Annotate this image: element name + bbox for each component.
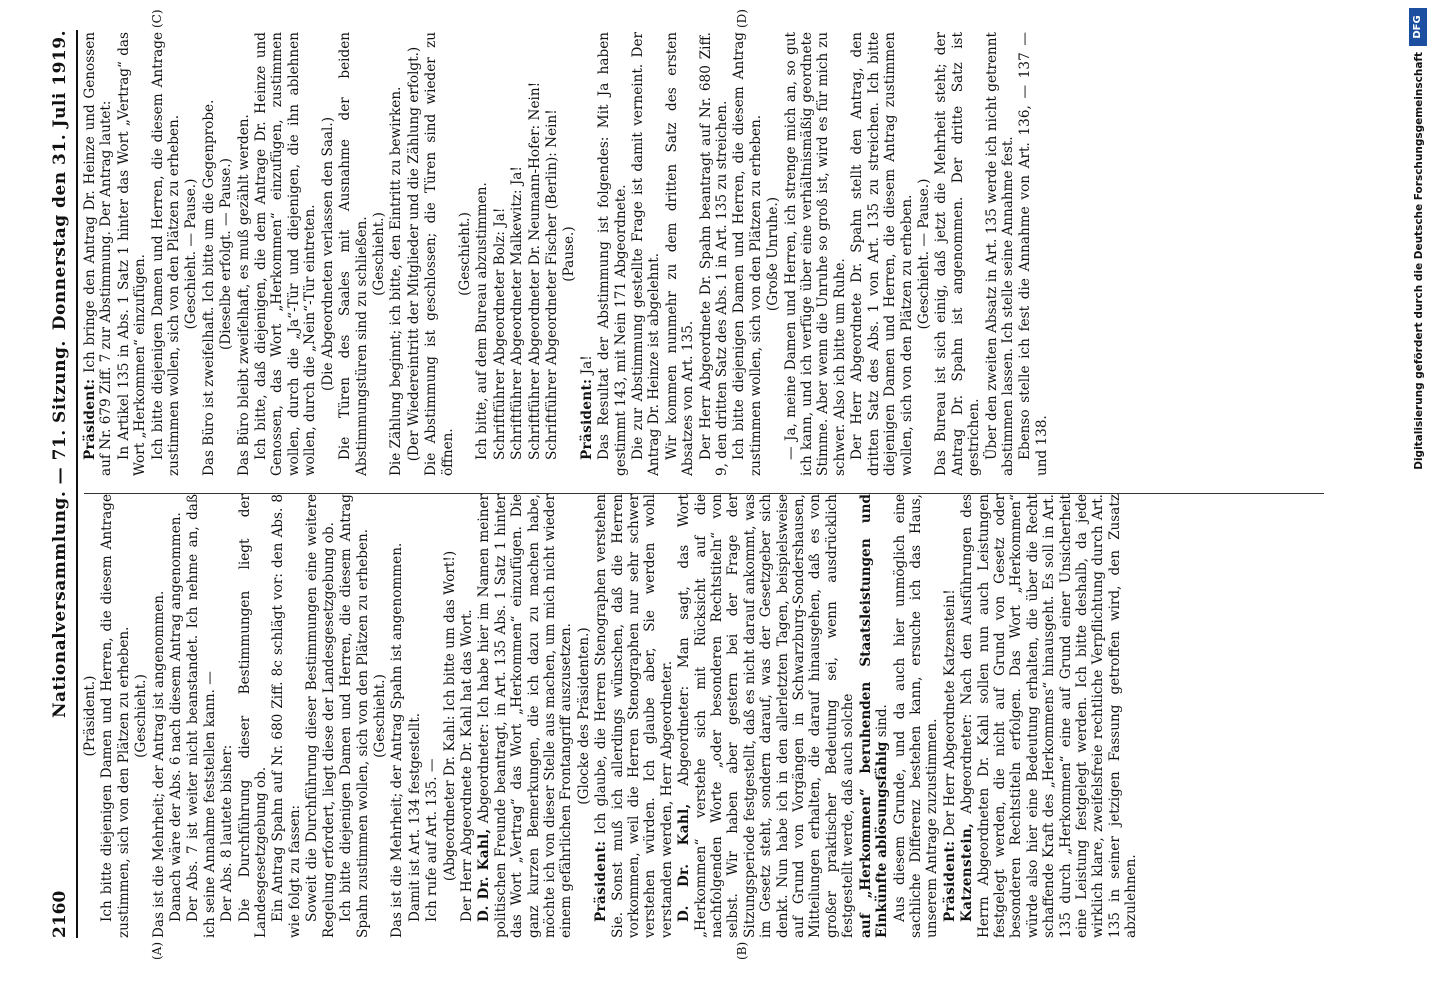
paragraph-text: Der Abs. 8 lautete bisher: [219, 744, 236, 922]
margin-mark-a: (A) [150, 941, 164, 960]
paragraph-text: In Artikel 135 in Abs. 1 Satz 1 hinter das Wort „Vertrag“ das Wort „Herkommen“ einzufügen. [115, 32, 149, 476]
paragraph-text: Ich bitte diejenigen Damen und Herren, die diesem Antrage zustimmen, sich von den Plätzen zu erheben. [99, 494, 132, 938]
paragraph [270, 494, 303, 938]
paragraph-text: (Geschieht. — Pause.) [183, 178, 200, 330]
paragraph [82, 494, 98, 938]
paragraph-text: Ja! [578, 355, 595, 379]
paragraph [942, 494, 958, 938]
paragraph [698, 32, 731, 476]
paragraph [304, 494, 337, 938]
paragraph-text: Der Herr Abgeordnete Dr. Spahn stellt den Antrag, den dritten Satz des Abs. 1 von Art. 135 zu streichen. Ich bitte diejenigen Damen und Herren, die diesem Antrag zustimmen wollen, sich von den Plätzen zu erheben. [849, 32, 915, 476]
paragraph [527, 32, 543, 476]
column-divider [84, 493, 1324, 494]
paragraph-text: Ich bringe den Antrag Dr. Heinze und Genossen auf Nr. 679 Ziff. 7 zur Abstimmung. Der Antrag lautet: [82, 32, 115, 476]
left-column [82, 494, 1332, 938]
paragraph [984, 32, 1017, 476]
right-column [82, 32, 1332, 476]
paragraph-text: (Geschieht.) [371, 674, 388, 758]
paragraph [579, 32, 595, 476]
speaker-name: Präsident: [578, 378, 595, 460]
page-header [48, 30, 74, 938]
paragraph-text: (Pause.) [561, 226, 578, 282]
paragraph [338, 494, 371, 938]
digitization-note: Digitalisierung gefördert durch die Deutsche Forschungsgemeinschaft [1413, 52, 1425, 470]
paragraph [183, 32, 199, 476]
paragraph-text: Das Büro bleibt zweifelhaft, es muß gezählt werden. [235, 114, 252, 476]
paragraph-text: Das Resultat der Abstimmung ist folgendes: Mit Ja haben gestimmt 143, mit Nein 171 Abgeordnete. [596, 32, 629, 476]
paragraph [133, 494, 149, 938]
paragraph [320, 32, 336, 476]
paragraph-text: Der Herr Abgeordnete Dr. Spahn beantragt auf Nr. 680 Ziff. 9, den dritten Satz des Abs. 1 in Art. 135 zu streichen. [697, 32, 731, 476]
paragraph [509, 32, 525, 476]
paragraph [849, 32, 915, 476]
session-date: Donnerstag den 31. Juli 1919. [50, 30, 70, 331]
margin-mark-b: (B) [735, 941, 749, 960]
paragraph [858, 494, 891, 938]
paragraph [151, 494, 167, 938]
paragraph [576, 494, 592, 938]
paragraph-text: Ich bitte, auf dem Bureau abzustimmen. [474, 182, 491, 460]
header-rule [76, 30, 78, 938]
paragraph [544, 32, 560, 476]
paragraph [371, 32, 387, 476]
speaker-name: Präsident: [593, 840, 610, 922]
paragraph-text: (Dieselbe erfolgt. — Pause.) [218, 158, 235, 350]
paragraph-text: Der Abs. 7 ist weiter nicht beanstandet. Ich nehme an, daß ich seine Annahme feststellen kann. — [185, 494, 218, 938]
speaker-name: D. Dr. Kahl, [476, 828, 493, 922]
paragraph [388, 32, 404, 476]
paragraph-text: Damit ist Art. 134 festgestellt. [406, 712, 423, 922]
paragraph-text: Die Abstimmung ist geschlossen; die Türen sind wieder zu öffnen. [423, 32, 456, 476]
paragraph-text: Ebenso stelle ich fest die Annahme von Art. 136, — 137 — und 138. [1017, 32, 1050, 476]
paragraph-text: (Geschieht.) [370, 212, 387, 296]
paragraph-text: Schriftführer Abgeordneter Malkewitz: Ja! [509, 166, 526, 460]
paragraph [783, 32, 849, 476]
paragraph-text: Ich glaube, die Herren Stenographen verstehen Sie. Sonst muß ich allerdings wünschen, daß die Herren vorkommen, weil die Herren Stenographen nur sehr schwer verstehen würden. Ich glaube aber, Sie werden wohl verstanden werden, Herr Abgeordneter. [593, 494, 675, 938]
paragraph-text: (Abgeordneter Dr. Kahl: Ich bitte um das Wort!) [441, 550, 458, 882]
paragraph [459, 494, 475, 938]
paragraph-text: Ein Antrag Spahn auf Nr. 680 Ziff. 8c schlägt vor: den Abs. 8 wie folgt zu fassen: [270, 494, 303, 938]
paragraph [116, 32, 149, 476]
paragraph-text: Das Büro ist zweifelhaft. Ich bitte um die Gegenprobe. [200, 99, 217, 476]
paragraph [676, 494, 856, 938]
paragraph-text: Die zur Abstimmung gestellte Frage ist damit verneint. Der Antrag Dr. Heinze ist abgelehnt. [630, 32, 663, 476]
paragraph [457, 32, 473, 476]
paragraph [185, 494, 218, 938]
paragraph-text: Schriftführer Abgeordneter Dr. Neumann-Hofer: Nein! [526, 81, 543, 460]
paragraph-text: Wir kommen nunmehr zu dem dritten Satz des ersten Absatzes von Art. 135. [663, 32, 697, 476]
paragraph-text: Ich bitte diejenigen Damen und Herren, die diesem Antrag Spahn zustimmen wollen, sich von den Plätzen zu erheben. [338, 494, 371, 938]
paragraph-text: (Geschieht.) [133, 674, 150, 758]
paragraph-text: Schriftführer Abgeordneter Bolz: Ja! [491, 207, 508, 460]
paragraph [1017, 32, 1050, 476]
paragraph [150, 32, 183, 476]
paragraph-text: Das ist die Mehrheit; der Antrag ist angenommen. [150, 590, 167, 938]
paragraph [236, 32, 252, 476]
paragraph [253, 32, 319, 476]
paragraph-text: Der Herr Abgeordnete Dr. Kahl hat das Wort. [458, 609, 475, 922]
paragraph-text: sind. [874, 704, 891, 742]
paragraph-text: Die Zählung beginnt; ich bitte, den Eintritt zu bewirken. [388, 86, 405, 476]
paragraph [959, 494, 1139, 938]
session-title: Nationalversammlung. — 71. Sitzung. [50, 340, 70, 718]
paragraph [424, 494, 440, 938]
paragraph [218, 32, 234, 476]
paragraph [474, 32, 490, 476]
dfg-logo: DFG [1409, 8, 1427, 46]
speaker-name: Präsident: [82, 378, 98, 460]
page-number: 2160 [50, 890, 70, 938]
paragraph [892, 494, 941, 938]
margin-mark-d: (D) [735, 9, 749, 28]
paragraph [407, 494, 423, 938]
paragraph [630, 32, 663, 476]
paragraph-text: Danach wäre der Abs. 6 nach diesem Antrag angenommen. [168, 512, 185, 922]
paragraph [237, 494, 270, 938]
paragraph-text: Die Türen des Saales mit Ausnahme der beiden Abstimmungstüren sind zu schließen. [337, 32, 370, 476]
paragraph-text: Abgeordneter: Ich habe hier im Namen meiner politischen Freunde beantragt, in Art. 135 Abs. 1 Satz 1 hinter das Wort „Vertrag“ das Wort „Herkommen“ einzufügen. Die ganz kurzen Bemerkungen, die ich dazu zu machen habe, möchte ich von dieser Stelle aus machen, um mich nicht wieder einem gefährlichen Frontangriff auszusetzen. [476, 494, 575, 938]
speaker-name: D. Dr. Kahl, [676, 803, 693, 922]
paragraph [219, 494, 235, 938]
paragraph [492, 32, 508, 476]
paragraph-text: (Geschieht. — Pause.) [915, 178, 932, 330]
paragraph [731, 32, 764, 476]
paragraph [765, 32, 781, 476]
paragraph-text: Schriftführer Abgeordneter Fischer (Berlin): Nein! [543, 109, 560, 460]
paragraph [916, 32, 932, 476]
paragraph [561, 32, 577, 476]
paragraph-text: — Ja, meine Damen und Herren, ich strenge mich an, so gut ich kann, und ich verfüge über eine verhältnismäßig geordnete Stimme. Aber wenn die Unruhe so groß ist, wird es für mich zu schwer. Also ich bitte um Ruhe. [782, 32, 848, 476]
paragraph-text: Ich bitte diejenigen Damen und Herren, die diesem Antrage zustimmen wollen, sich von den Plätzen zu erheben. [149, 32, 183, 476]
paragraph-text: (Große Unruhe.) [765, 196, 782, 312]
paragraph [593, 494, 675, 938]
paragraph [82, 32, 115, 476]
speaker-name: Präsident: [941, 840, 958, 922]
paragraph-text: Das ist die Mehrheit; der Antrag Spahn ist angenommen. [389, 542, 406, 938]
paragraph-text: Das Bureau ist sich einig, daß jetzt die Mehrheit steht; der Antrag Dr. Spahn ist angenommen. Der dritte Satz ist gestrichen. [933, 32, 983, 476]
paragraph-text: Soweit die Durchführung dieser Bestimmungen eine weitere Regelung erfordert, liegt diese der Landesgesetzgebung ob. [304, 494, 337, 938]
paragraph-text: Über den zweiten Absatz in Art. 135 werde ich nicht getrennt abstimmen lassen. Ich stelle seine Annahme fest. [983, 32, 1016, 476]
margin-mark-c: (C) [150, 9, 164, 28]
paragraph [201, 32, 217, 476]
paragraph-text: Ich rufe auf Art. 135. — [424, 758, 441, 922]
paragraph-text: Ich bitte, daß diejenigen, die dem Antrage Dr. Heinze und Genossen, das Wort „Herkommen“ einzufügen, zustimmen wollen, durch die „Ja“-Tür und diejenigen, die ihn ablehnen wollen, durch die „Nein“-Tür eintreten. [253, 32, 319, 476]
paragraph-text: Abgeordneter: Man sagt, das Wort „Herkommen“ verstehe sich mit Rücksicht auf die nachfolgenden Worte „oder besonderen Rechtstiteln“ von selbst. Wir haben aber gestern bei der Frage der Sitzungsperiode festgestellt, daß es nicht darauf ankommt, was im Gesetz steht, sondern darauf, was der Gesetzgeber sich denkt. Nun habe ich in den allerletzten Tagen, beispielsweise auf Grund von Vorgängen in Schwarzburg-Sondershausen, Mitteilungen erhalten, die darauf hinausgehen, daß es von großer praktischer Bedeutung sei, wenn ausdrücklich festgestellt werde, daß auch solche [676, 494, 857, 938]
paragraph-text: (Die Abgeordneten verlassen den Saal.) [319, 117, 336, 392]
paragraph [476, 494, 574, 938]
speaker-name: Katzenstein, [959, 822, 976, 922]
paragraph [168, 494, 184, 938]
paragraph-text: Ich bitte diejenigen Damen und Herren, die diesem Antrag zustimmen wollen, sich von den Plätzen zu erheben. [731, 32, 764, 476]
paragraph-text: Der Herr Abgeordnete Katzenstein! [941, 589, 958, 841]
paragraph [423, 32, 456, 476]
emphasis: auf „Herkommen“ beruhenden Staatsleistungen und Einkünfte ablösungsfähig [857, 494, 891, 938]
paragraph-text: (Glocke des Präsidenten.) [575, 627, 592, 805]
paragraph [442, 494, 458, 938]
paragraph-text: (Der Wiedereintritt der Mitglieder und die Zählung erfolgt.) [405, 46, 422, 462]
paragraph-text: Aus diesem Grunde, und da auch hier unmöglich eine sachliche Differenz bestehen kann, ersuche ich das Haus, unserem Antrage zuzustimmen. [891, 494, 941, 938]
paragraph [372, 494, 388, 938]
paragraph [99, 494, 132, 938]
paragraph [596, 32, 629, 476]
paragraph-text: Abgeordneter: Nach den Ausführungen des Herrn Abgeordneten Dr. Kahl sollen nun auch Leistungen festgelegt werden, die nicht auf Grund von Gesetz oder besonderen Rechtstiteln erfolgen. Das Wort „Herkommen“ würde also hier eine Bedeutung erhalten, die über die Recht schaffende Kraft des „Herkommens“ hinausgeht. Es soll in Art. 135 durch „Herkommen“ eine auf Grund einer Unsicherheit eine Leistung festgelegt werden. Ich bitte deshalb, da jede wirklich klare, zweifelsfreie rechtliche Verpflichtung durch Art. 135 in seiner jetzigen Fassung getroffen wird, den Zusatz abzulehnen. [959, 494, 1140, 938]
paragraph [664, 32, 697, 476]
paragraph [389, 494, 405, 938]
paragraph [337, 32, 370, 476]
paragraph-text: (Geschieht.) [456, 212, 473, 296]
digitization-footer [1404, 0, 1434, 1000]
paragraph-text: Die Durchführung dieser Bestimmungen liegt der Landesgesetzgebung ob. [236, 494, 270, 938]
paragraph [406, 32, 422, 476]
paragraph [933, 32, 982, 476]
paragraph-text: (Präsident.) [82, 675, 98, 757]
